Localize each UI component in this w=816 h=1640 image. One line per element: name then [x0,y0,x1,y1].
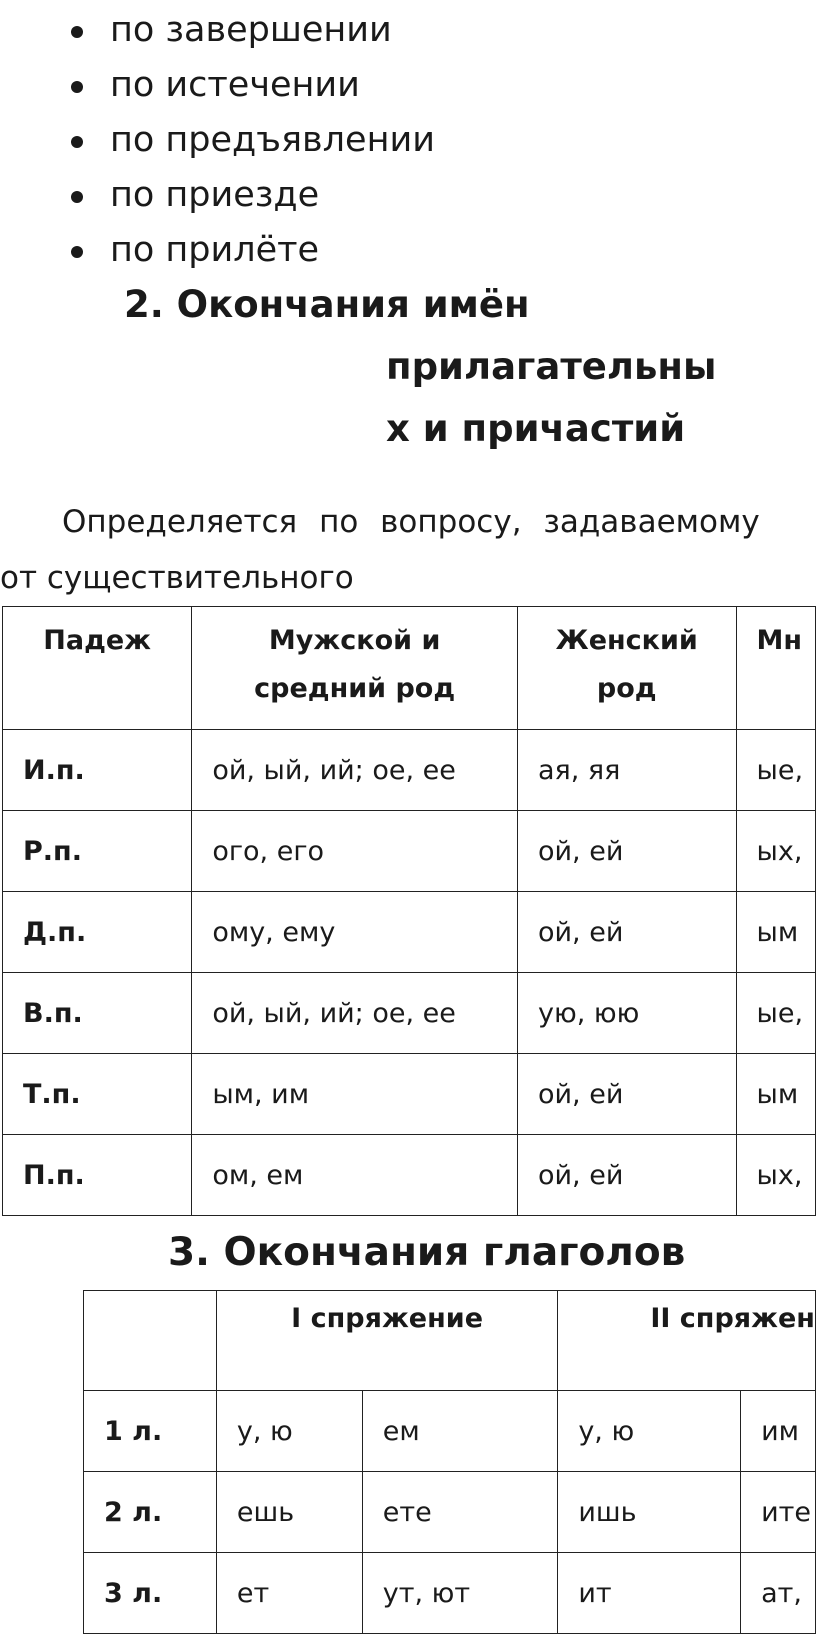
bullet-icon [71,26,83,38]
section2-title-line2: прилагательны [386,345,717,388]
table-row: 3 л. ет ут, ют ит ат, [84,1553,816,1634]
bullet-icon [71,136,83,148]
table-header-row [3,607,816,730]
table-row: В.п. ой, ый, ий; ое, ее ую, юю ые, [3,973,816,1054]
list-item: по предъявлении [64,114,435,169]
section2-intro-line2: от существительного [0,560,354,596]
header-feminine: Женский род [517,607,736,730]
table-row: Д.п. ому, ему ой, ей ым [3,892,816,973]
list-item: по завершении [64,4,435,59]
bullet-icon [71,191,83,203]
section2-title-line1: 2. Окончания имён [124,283,530,326]
table-row: Т.п. ым, им ой, ей ым [3,1054,816,1135]
bullet-icon [71,81,83,93]
table-header-row [84,1291,816,1391]
list-item: по прилёте [64,224,435,279]
header-conjugation-1: I спряжение [216,1291,557,1391]
section2-intro-line1: Определяется по вопросу, задаваемому [62,504,760,540]
verb-endings-table [83,1290,816,1634]
header-case: Падеж [3,607,192,730]
bullet-icon [71,246,83,258]
list-item: по истечении [64,59,435,114]
header-masculine-neuter: Мужской и средний род [192,607,518,730]
table-row: Р.п. ого, его ой, ей ых, [3,811,816,892]
adjective-endings-table [2,606,816,1216]
list-item: по приезде [64,169,435,224]
section2-title-line3: х и причастий [386,407,686,450]
table-row: И.п. ой, ый, ий; ое, ее ая, яя ые, [3,730,816,811]
table-row: П.п. ом, ем ой, ей ых, [3,1135,816,1216]
table-row: 2 л. ешь ете ишь ите [84,1472,816,1553]
preposition-list [64,4,435,279]
section3-title: 3. Окончания глаголов [168,1230,686,1275]
header-conjugation-2: II спряжен [558,1291,816,1391]
table-row: 1 л. у, ю ем у, ю им [84,1391,816,1472]
header-plural: Мн [736,607,815,730]
header-empty [84,1291,217,1391]
